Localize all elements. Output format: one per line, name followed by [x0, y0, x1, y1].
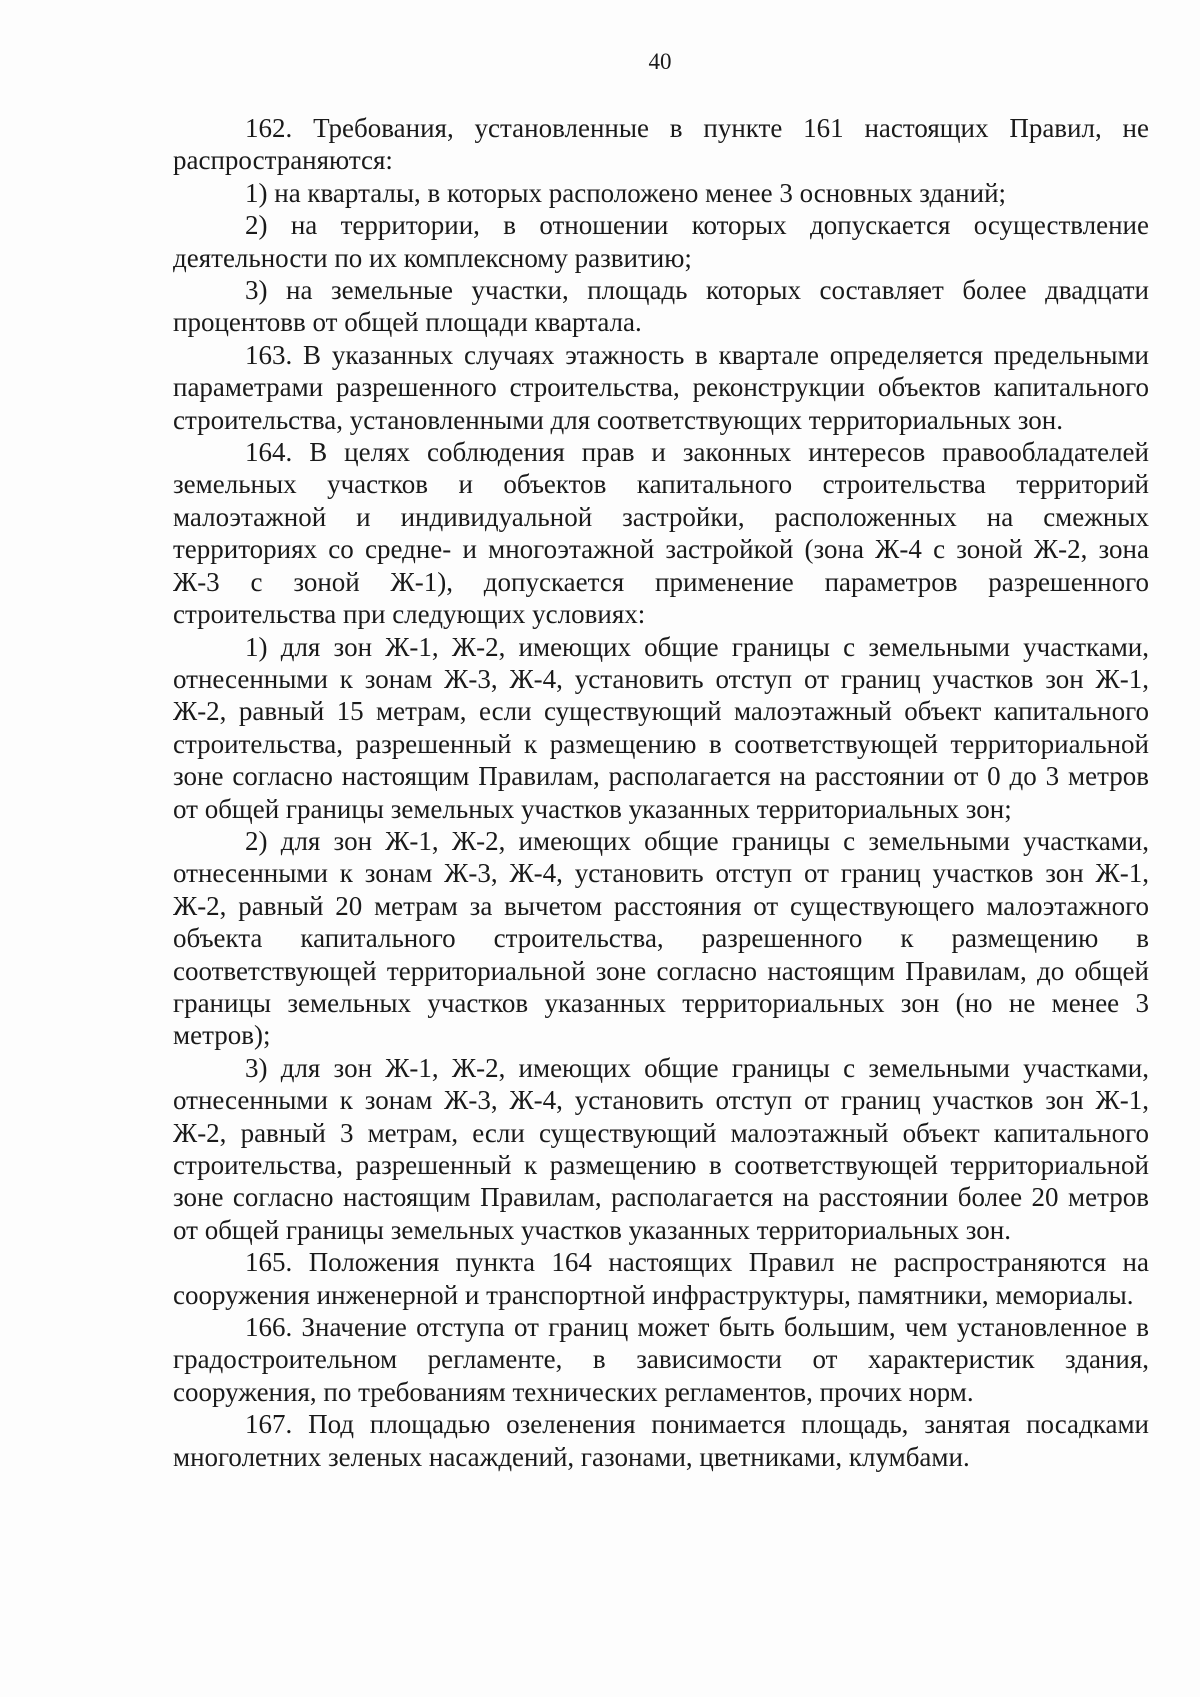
paragraph-164-item-3: 3) для зон Ж-1, Ж-2, имеющих общие границы с земельными участками, отнесенными к зонам Ж-3, Ж-4, установить отступ от границ участков зон Ж-1, Ж-2, равный 3 метрам, если существующий малоэтажный объект капитального строительства, разрешенный к размещению в соответствующей территориальной зоне согласно настоящим Правилам, располагается на расстоянии более 20 метров от общей границы земельных участков указанных территориальных зон.	[173, 1052, 1149, 1245]
paragraph-163: 163. В указанных случаях этажность в квартале определяется предельными параметрами разрешенного строительства, реконструкции объектов капитального строительства, установленными для соответствующих территориальных зон.	[173, 339, 1149, 435]
paragraph-162-item-2: 2) на территории, в отношении которых допускается осуществление деятельности по их комплексному развитию;	[173, 210, 1149, 273]
paragraph-164-item-2: 2) для зон Ж-1, Ж-2, имеющих общие границы с земельными участками, отнесенными к зонам Ж-3, Ж-4, установить отступ от границ участков зон Ж-1, Ж-2, равный 20 метрам за вычетом расстояния от существующего малоэтажного объекта капитального строительства, разрешенного к размещению в соответствующей территориальной зоне согласно настоящим Правилам, до общей границы земельных участков указанных территориальных зон (но не менее 3 метров);	[173, 825, 1149, 1051]
paragraph-164: 164. В целях соблюдения прав и законных интересов правообладателей земельных участков и объектов капитального строительства территорий малоэтажной и индивидуальной застройки, расположенных на смежных территориях со средне- и многоэтажной застройкой (зона Ж-4 с зоной Ж-2, зона Ж-3 с зоной Ж-1), допускается применение параметров разрешенного строительства при следующих условиях:	[173, 437, 1149, 630]
page-number: 40	[648, 49, 672, 74]
document-body	[173, 112, 1149, 1473]
paragraph-164-item-1: 1) для зон Ж-1, Ж-2, имеющих общие границы с земельными участками, отнесенными к зонам Ж-3, Ж-4, установить отступ от границ участков зон Ж-1, Ж-2, равный 15 метрам, если существующий малоэтажный объект капитального строительства, разрешенный к размещению в соответствующей территориальной зоне согласно настоящим Правилам, располагается на расстоянии от 0 до 3 метров от общей границы земельных участков указанных территориальных зон;	[173, 631, 1149, 824]
paragraph-162-item-3: 3) на земельные участки, площадь которых составляет более двадцати процентовв от общей площади квартала.	[173, 275, 1149, 338]
paragraph-162: 162. Требования, установленные в пункте 161 настоящих Правил, не распространяются:	[173, 113, 1149, 176]
paragraph-162-item-1: 1) на кварталы, в которых расположено менее 3 основных зданий;	[245, 177, 1007, 208]
paragraph-167: 167. Под площадью озеленения понимается площадь, занятая посадками многолетних зеленых насаждений, газонами, цветниками, клумбами.	[173, 1409, 1149, 1472]
paragraph-165: 165. Положения пункта 164 настоящих Правил не распространяются на сооружения инженерной и транспортной инфраструктуры, памятники, мемориалы.	[173, 1247, 1149, 1310]
paragraph-166: 166. Значение отступа от границ может быть большим, чем установленное в градостроительном регламенте, в зависимости от характеристик здания, сооружения, по требованиям технических регламентов, прочих норм.	[173, 1312, 1149, 1407]
